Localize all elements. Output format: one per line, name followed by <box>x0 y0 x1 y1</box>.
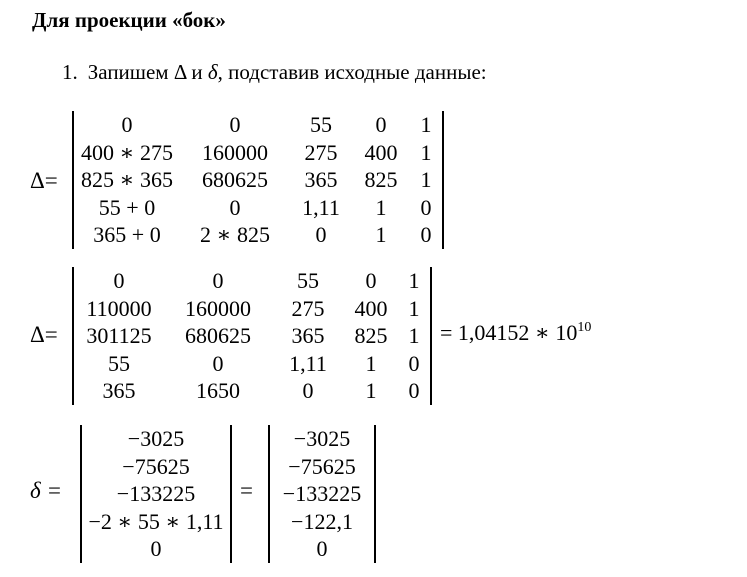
det2-cell: 0 <box>408 378 420 403</box>
det1-cell: 1 <box>375 194 387 220</box>
det2-cell: 55 <box>297 268 319 293</box>
det2-cell: 301125 <box>86 323 152 348</box>
det1-cell: 680625 <box>202 167 268 192</box>
det1-cell: 1 <box>420 167 432 192</box>
det1-row <box>74 221 442 249</box>
det2-cell: 110000 <box>86 295 152 321</box>
det2-result <box>440 320 591 346</box>
det2-cell: 0 <box>212 268 224 293</box>
det1-cell: 0 <box>121 112 133 137</box>
det2-cell: 365 <box>291 323 325 348</box>
det1-cell: 0 <box>420 222 432 247</box>
det1-row <box>74 139 442 167</box>
det2-row <box>74 322 430 350</box>
delta-vec-equals: = <box>240 478 253 503</box>
step-number: 1. <box>62 60 78 84</box>
step-text-before: Запишем Δ и <box>87 60 208 84</box>
det2-cell: 0 <box>365 268 377 293</box>
det2-row <box>74 267 430 295</box>
delta-vec-label: δ = <box>30 478 62 503</box>
det1-row <box>74 166 442 194</box>
det2-result-mantissa: = 1,04152 ∗ 10 <box>440 320 578 345</box>
det2-cell: 160000 <box>185 295 251 321</box>
det1-cell: 825 <box>364 167 398 192</box>
step-text-after: , подставив исходные данные: <box>217 60 487 84</box>
det1-cell: 2 ∗ 825 <box>200 222 270 247</box>
det1-cell: 0 <box>229 112 241 137</box>
det2-cell: 825 <box>354 323 388 348</box>
delta-vec-right <box>268 425 376 563</box>
det2-row <box>74 295 430 323</box>
delta-vec-right-entry: −133225 <box>282 481 362 506</box>
det2-cell: 0 <box>113 268 125 293</box>
det1-cell: 0 <box>229 194 241 220</box>
det2-cell: 0 <box>408 350 420 376</box>
det2-cell: 680625 <box>185 323 251 348</box>
det1-cell: 1 <box>420 112 432 137</box>
delta-vec-right-entry: −75625 <box>288 453 356 479</box>
det2-cell: 275 <box>291 295 325 321</box>
section-heading: Для проекции «бок» <box>32 8 226 32</box>
det2-row <box>74 377 430 405</box>
det2-cell: 1 <box>408 323 420 348</box>
det1-cell: 825 ∗ 365 <box>81 167 173 192</box>
delta-vec-right-entry: −122,1 <box>291 508 353 534</box>
det1-cell: 1,11 <box>302 194 340 220</box>
det2-cell: 1 <box>365 378 377 403</box>
delta-vec-left-entry: −75625 <box>122 453 190 479</box>
det1-cell: 1 <box>420 139 432 165</box>
det1-cell: 365 <box>304 167 338 192</box>
det1-cell: 400 <box>364 139 398 165</box>
det2-cell: 0 <box>212 350 224 376</box>
delta-vec-right-entry: 0 <box>316 536 328 561</box>
step-delta-symbol: δ <box>207 60 218 84</box>
delta-vec-left-entry: −133225 <box>116 481 196 506</box>
det2-cell: 1 <box>408 268 420 293</box>
det2-matrix <box>72 267 432 405</box>
det1-cell: 1 <box>375 222 387 247</box>
det2-cell: 1650 <box>196 378 240 403</box>
det1-label: Δ= <box>30 168 58 193</box>
det2-cell: 365 <box>102 378 136 403</box>
det1-cell: 275 <box>304 139 338 165</box>
step-1-text <box>62 60 487 85</box>
delta-vec-left-entry: 0 <box>150 536 162 561</box>
det1-cell: 0 <box>375 112 387 137</box>
det1-row <box>74 194 442 222</box>
det2-result-exponent: 10 <box>577 320 592 335</box>
det2-cell: 1 <box>408 295 420 321</box>
det1-cell: 55 <box>310 112 332 137</box>
det2-cell: 1 <box>365 350 377 376</box>
det1-matrix <box>72 111 444 249</box>
det1-cell: 160000 <box>202 139 268 165</box>
delta-vec-left-entry: −2 ∗ 55 ∗ 1,11 <box>88 508 224 534</box>
det1-cell: 55 + 0 <box>98 194 156 220</box>
det2-row <box>74 350 430 378</box>
det2-cell: 1,11 <box>289 350 327 376</box>
det1-cell: 0 <box>315 222 327 247</box>
det2-cell: 55 <box>108 350 130 376</box>
det1-cell: 365 + 0 <box>93 222 161 247</box>
det1-cell: 400 ∗ 275 <box>81 139 173 165</box>
det2-cell: 0 <box>302 378 314 403</box>
det2-cell: 400 <box>354 295 388 321</box>
delta-vec-right-entry: −3025 <box>293 426 351 451</box>
delta-vec-left-entry: −3025 <box>127 426 185 451</box>
det2-label: Δ= <box>30 322 58 347</box>
delta-vec-left <box>80 425 232 563</box>
det1-row <box>74 111 442 139</box>
det1-cell: 0 <box>420 194 432 220</box>
